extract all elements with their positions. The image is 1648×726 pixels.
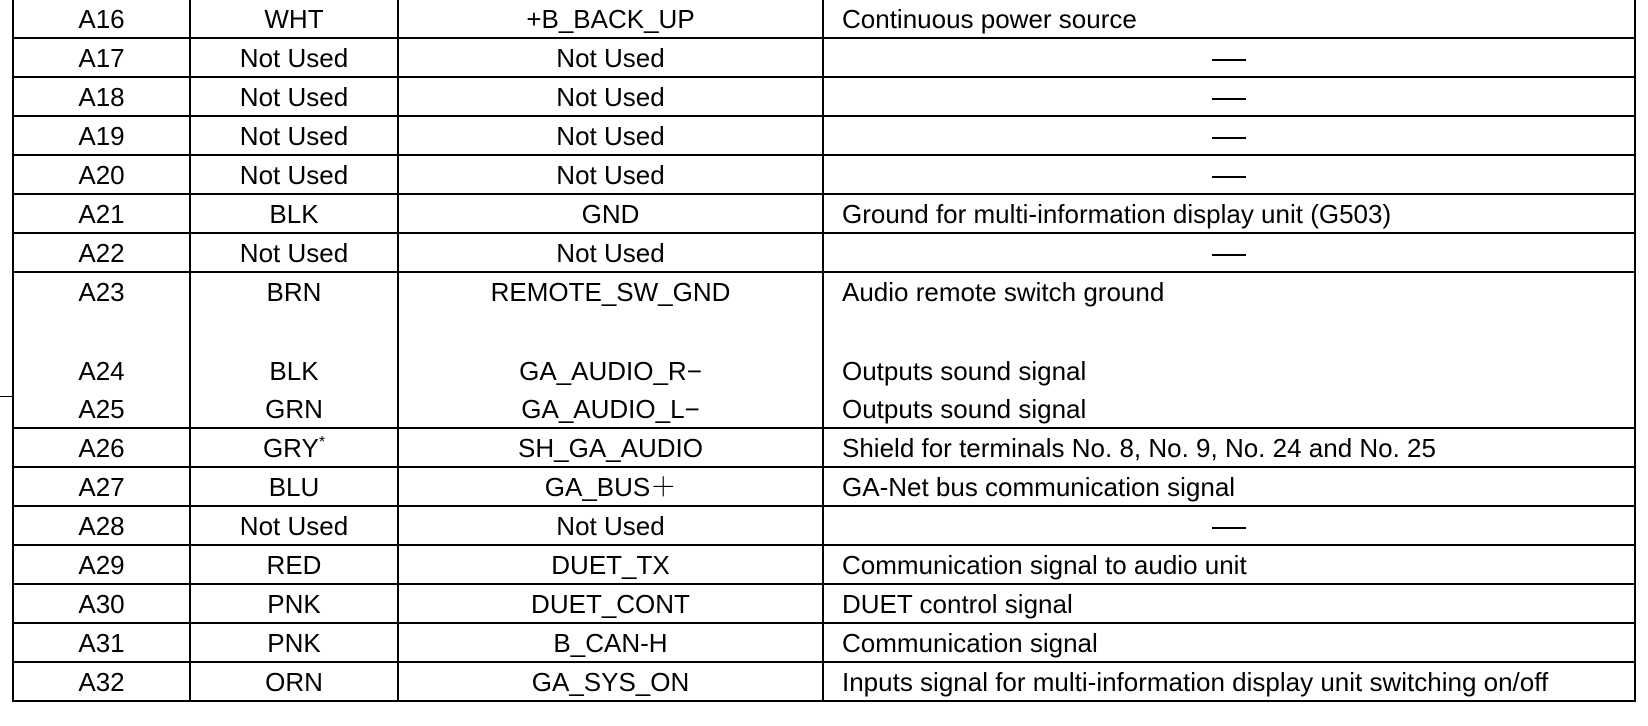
table-row xyxy=(13,38,1635,77)
wire-color-cell: BLK xyxy=(190,194,398,233)
terminal-cell: A30 xyxy=(13,584,190,623)
table-row xyxy=(13,310,1635,390)
terminal-cell: A22 xyxy=(13,233,190,272)
description-cell xyxy=(823,38,1635,77)
description-cell: Audio remote switch ground xyxy=(823,272,1635,310)
wire-color-cell: BLK xyxy=(190,310,398,390)
table-row xyxy=(13,662,1635,701)
signal-name-cell: Not Used xyxy=(398,233,823,272)
table-row xyxy=(13,467,1635,506)
wire-color-cell xyxy=(190,428,398,467)
signal-name-cell: GA_BUS＋ xyxy=(398,467,823,506)
description-cell: Outputs sound signal xyxy=(823,310,1635,390)
wire-color-cell: GRN xyxy=(190,390,398,428)
signal-name-cell: DUET_TX xyxy=(398,545,823,584)
description-cell: DUET control signal xyxy=(823,584,1635,623)
terminal-cell: A23 xyxy=(13,272,190,310)
description-cell xyxy=(823,116,1635,155)
terminal-table xyxy=(12,0,1636,702)
dash-mark xyxy=(1212,59,1246,61)
wire-color-cell: Not Used xyxy=(190,155,398,194)
description-cell xyxy=(823,155,1635,194)
description-cell xyxy=(823,77,1635,116)
terminal-cell: A25 xyxy=(13,390,190,428)
dash-mark xyxy=(1212,527,1246,529)
terminal-cell: A19 xyxy=(13,116,190,155)
description-cell xyxy=(823,233,1635,272)
description-cell: Outputs sound signal xyxy=(823,390,1635,428)
terminal-cell: A16 xyxy=(13,0,190,38)
table-row xyxy=(13,506,1635,545)
table-row xyxy=(13,194,1635,233)
table-row xyxy=(13,77,1635,116)
signal-name-cell: GND xyxy=(398,194,823,233)
signal-name-cell: GA_AUDIO_R− xyxy=(398,310,823,390)
signal-name-cell: SH_GA_AUDIO xyxy=(398,428,823,467)
dash-mark xyxy=(1212,254,1246,256)
wire-color-cell: Not Used xyxy=(190,77,398,116)
table-row xyxy=(13,390,1635,428)
terminal-cell: A32 xyxy=(13,662,190,701)
description-cell: Continuous power source xyxy=(823,0,1635,38)
table-row xyxy=(13,0,1635,38)
terminal-cell: A17 xyxy=(13,38,190,77)
table-row xyxy=(13,545,1635,584)
table-row xyxy=(13,155,1635,194)
terminal-cell: A18 xyxy=(13,77,190,116)
terminal-cell: A28 xyxy=(13,506,190,545)
dash-mark xyxy=(1212,98,1246,100)
signal-name-cell: B_CAN-H xyxy=(398,623,823,662)
signal-name-cell: Not Used xyxy=(398,116,823,155)
signal-name-cell: GA_AUDIO_L− xyxy=(398,390,823,428)
signal-name-cell: Not Used xyxy=(398,506,823,545)
wire-color-cell: Not Used xyxy=(190,233,398,272)
signal-name-cell: Not Used xyxy=(398,155,823,194)
wire-color-cell: Not Used xyxy=(190,38,398,77)
table-row xyxy=(13,623,1635,662)
wire-color-cell: ORN xyxy=(190,662,398,701)
signal-name-cell: +B_BACK_UP xyxy=(398,0,823,38)
terminal-cell: A21 xyxy=(13,194,190,233)
signal-name-cell: Not Used xyxy=(398,77,823,116)
description-cell: Communication signal xyxy=(823,623,1635,662)
wire-color-cell: RED xyxy=(190,545,398,584)
description-cell: Ground for multi-information display unit (G503) xyxy=(823,194,1635,233)
footnote-marker: * xyxy=(318,433,326,451)
description-cell: GA-Net bus communication signal xyxy=(823,467,1635,506)
signal-name-cell: GA_SYS_ON xyxy=(398,662,823,701)
terminal-table-body xyxy=(13,0,1635,701)
terminal-cell: A31 xyxy=(13,623,190,662)
description-cell: Communication signal to audio unit xyxy=(823,545,1635,584)
table-row xyxy=(13,428,1635,467)
signal-name-cell: Not Used xyxy=(398,38,823,77)
terminal-cell: A29 xyxy=(13,545,190,584)
wire-color-cell: PNK xyxy=(190,623,398,662)
table-row xyxy=(13,584,1635,623)
wire-color-cell: BLU xyxy=(190,467,398,506)
wire-color-cell: BRN xyxy=(190,272,398,310)
terminal-cell: A20 xyxy=(13,155,190,194)
dash-mark xyxy=(1212,176,1246,178)
table-row xyxy=(13,116,1635,155)
table-row xyxy=(13,272,1635,310)
description-cell xyxy=(823,506,1635,545)
description-cell: Inputs signal for multi-information display unit switching on/off xyxy=(823,662,1635,701)
table-row xyxy=(13,233,1635,272)
terminal-cell: A26 xyxy=(13,428,190,467)
signal-name-cell: DUET_CONT xyxy=(398,584,823,623)
wire-color-text: GRY xyxy=(262,432,319,463)
wire-color-cell: WHT xyxy=(190,0,398,38)
terminal-cell: A24 xyxy=(13,310,190,390)
dash-mark xyxy=(1212,137,1246,139)
terminal-cell: A27 xyxy=(13,467,190,506)
wire-color-cell: Not Used xyxy=(190,506,398,545)
wire-color-cell: Not Used xyxy=(190,116,398,155)
description-cell: Shield for terminals No. 8, No. 9, No. 24 and No. 25 xyxy=(823,428,1635,467)
wire-color-cell: PNK xyxy=(190,584,398,623)
signal-name-cell: REMOTE_SW_GND xyxy=(398,272,823,310)
